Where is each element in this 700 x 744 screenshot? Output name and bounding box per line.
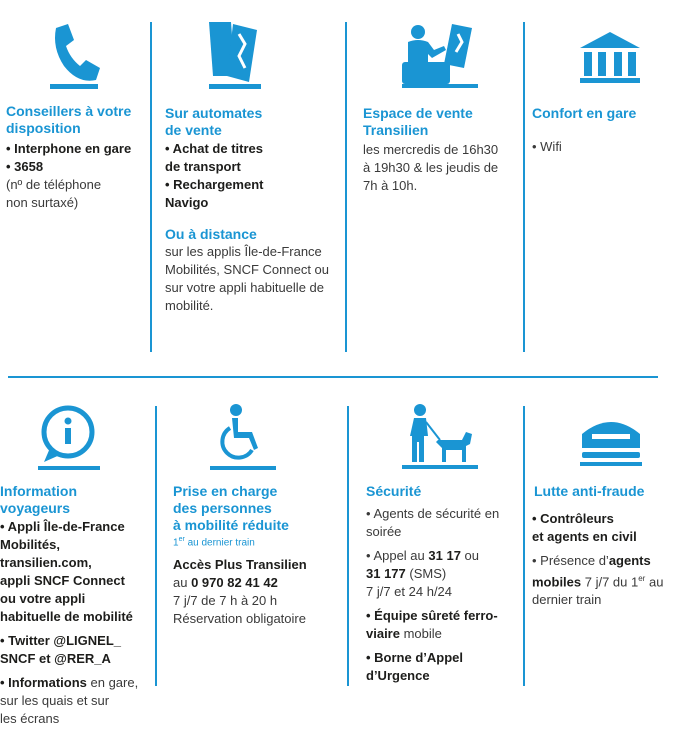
anti-fraud-title: Lutte anti-fraude [534,483,645,499]
security-title: Sécurité [366,483,422,499]
advisors-title: Conseillers à votre disposition [6,103,132,136]
ticket-inspector-cap-icon [578,414,644,475]
divider-top-3 [523,22,525,352]
mobility-title: Prise en charge des personnes à mobilité réduite 1er au dernier train [173,483,289,549]
divider-bottom-3 [523,406,525,686]
divider-top-2 [345,22,347,352]
anti-fraud-body: • Contrôleurs et agents en civil • Présence d’agents mobiles 7 j/7 du 1er au dernier train [532,511,664,608]
phone-icon [44,22,104,97]
sales-space-body: les mercredis de 16h30 à 19h30 & les jeudis de 7h à 10h. [363,142,499,193]
station-building-icon [578,30,642,91]
divider-bottom-1 [155,406,157,686]
comfort-body: • Wifi [532,139,562,154]
security-body: • Agents de sécurité en soirée • Appel au 31 17 ou 31 177 (SMS) 7 j/7 et 24 h/24 • Équipe sûreté ferro- viaire mobile • Borne d’Appel d’Urgence [366,506,500,683]
advisors-body: • Interphone en gare • 3658 (nº de téléphone non surtaxé) [6,141,132,210]
info-bubble-icon [34,402,104,477]
sales-space-title: Espace de vente Transilien [363,105,473,138]
information-title: Information voyageurs [0,483,77,516]
mobility-body: Accès Plus Transilien au 0 970 82 41 42 7 j/7 de 7 h à 20 h Réservation obligatoire [173,557,307,626]
wheelchair-icon [208,402,278,477]
comfort-title: Confort en gare [532,105,637,121]
vending-title: Sur automates de vente [165,105,263,138]
ticket-icon [205,20,265,97]
ticket-desk-icon [400,20,480,95]
remote-subtitle: Ou à distance [165,226,257,242]
information-body: • Appli Île-de-France Mobilités, transilien.com, appli SNCF Connect ou votre appli habituelle de mobilité • Twitter @LIGNEL_ SNCF et @RER_A • Informations en gare, sur les quais et sur les écrans [0,519,139,726]
vending-body: • Achat de titres de transport • Rechargement Navigo Ou à distance sur les applis Île-de-France Mobilités, SNCF Connect ou sur votre appli habituelle de mobilité. [165,140,343,315]
security-dog-icon [400,402,480,477]
divider-horizontal [8,376,658,378]
